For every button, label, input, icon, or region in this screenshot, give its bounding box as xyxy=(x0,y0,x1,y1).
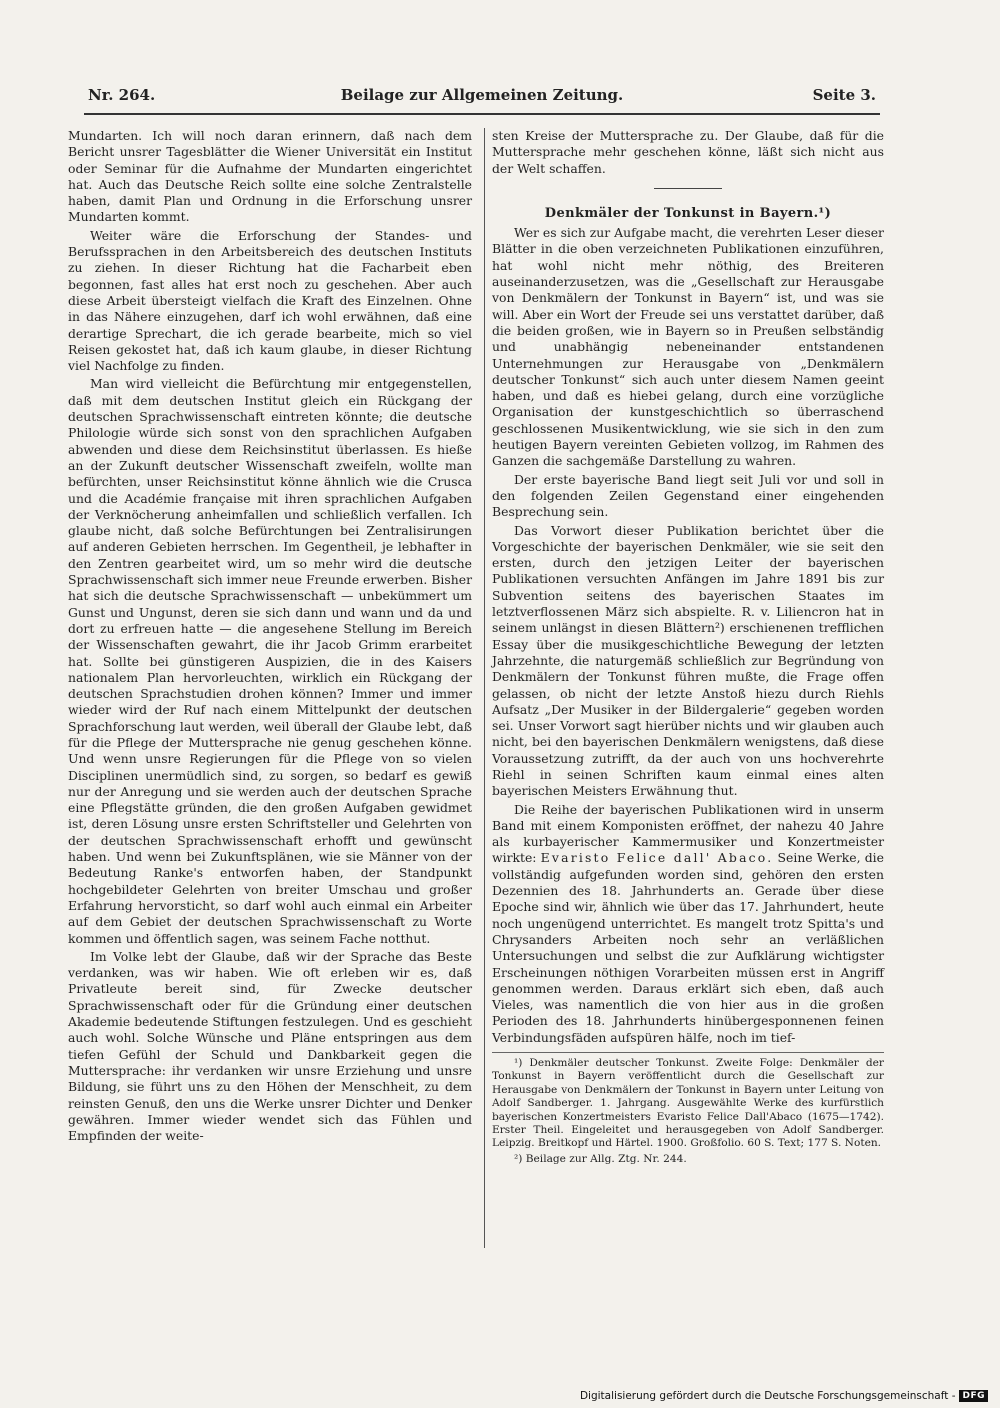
footnote: ²) Beilage zur Allg. Ztg. Nr. 244. xyxy=(514,1152,687,1165)
dfg-logo: DFG xyxy=(959,1390,988,1402)
paragraph xyxy=(492,802,884,1046)
composer-name: Evaristo Felice dall' Abaco. xyxy=(540,850,774,866)
footnotes xyxy=(492,1052,884,1166)
supplement-title: Beilage zur Allgemeinen Zeitung. xyxy=(340,86,624,104)
paragraph-continuation: sten Kreise der Muttersprache zu. Der Glaube, daß für die Muttersprache mehr geschehen könne, läßt sich nicht aus der Welt schaffen. xyxy=(492,128,884,176)
page-header xyxy=(88,86,876,110)
paragraph: Das Vorwort dieser Publikation berichtet über die Vorgeschichte der bayerischen Denkmäler, wie sie seit den ersten, durch den jetzigen Leiter der bayerischen Publikationen versuchten Anfängen im Jahre 1891 bis zur Subvention seitens des bayerischen Staates im letztverflossenen März sich abspielte. R. v. Liliencron hat in seinem unlängst in diesen Blättern²) erschienenen trefflichen Essay über die musikgeschichtliche Bewegung der letzten Jahrzehnte, die naturgemäß schließlich zur Begründung von Denkmälern der Tonkunst führen mußte, die Frage offen gelassen, ob nicht der letzte Anstoß hiezu durch Riehls Aufsatz „Der Musiker in der Bildergalerie“ gegeben worden sei. Unser Vorwort sagt hierüber nichts und wir glauben auch nicht, bei den bayerischen Denkmälern wenigstens, daß diese Voraussetzung zutrifft, da der auch von uns hochverehrte Riehl in seinen Schriften kaum einmal eines alten bayerischen Meisters Erwähnung thut. xyxy=(492,522,884,799)
page-number: Seite 3. xyxy=(812,86,876,104)
footnote: ¹) Denkmäler deutscher Tonkunst. Zweite Folge: Denkmäler der Tonkunst in Bayern veröffentlicht durch die Gesellschaft zur Herausgabe von Denkmälern der Tonkunst in Bayern unter Leitung von Adolf Sandberger. 1. Jahrgang. Ausgewählte Werke des kurfürstlich bayerischen Konzertmeisters Evaristo Felice Dall'Abaco (1675—1742). Erster Theil. Eingeleitet und herausgegeben von Adolf Sandberger. Leipzig. Breitkopf und Härtel. 1900. Großfolio. 60 S. Text; 177 S. Noten. xyxy=(492,1057,884,1150)
right-column xyxy=(492,128,884,1166)
digitization-footer xyxy=(580,1390,988,1402)
paragraph: Man wird vielleicht die Befürchtung mir entgegenstellen, daß mit dem deutschen Institut gleich ein Rückgang der deutschen Sprachwissenschaft eintreten könnte; die deutsche Philologie würde sich sonst von den sprachlichen Aufgaben abwenden und diese dem Reichsinstitut überlassen. Es hieße an der Zukunft deutscher Wissenschaft zweifeln, wollte man befürchten, unser Reichsinstitut könne ähnlich wie die Crusca und die Académie française mit ihren sprachlichen Aufgaben der Verknöcherung anheimfallen und schließlich verfallen. Ich glaube nicht, daß solche Befürchtungen bei Zentralisirungen auf anderen Gebieten herrschen. Im Gegentheil, je lebhafter in den Zentren gearbeitet wird, um so mehr wird die deutsche Sprachwissenschaft sich immer neue Freunde erwerben. Bisher hat sich die deutsche Sprachwissenschaft — unbekümmert um Gunst und Ungunst, deren sie sich dann und wann und da und dort zu erfreuen hatte — die angesehene Stellung im Bereich der Wissenschaften gewahrt, die ihr Jacob Grimm erarbeitet hat. Sollte bei günstigeren Auspizien, die in des Kaisers nationalem Plan hervorleuchten, wirklich ein Rückgang der deutschen Sprachstudien drohen können? Immer und immer wieder wird der Ruf nach einem Mittelpunkt der deutschen Sprachforschung laut werden, weil überall der Glaube lebt, daß für die Pflege der Muttersprache nie genug geschehen könne. Und wenn unsre Regierungen für die Pflege von so vielen Disciplinen unermüdlich sind, zu sorgen, so bedarf es gewiß nur der Anregung und sie werden auch der deutschen Sprache eine Pflegstätte gründen, die den großen Aufgaben gewidmet ist, deren Lösung unsre ersten Schriftsteller und Gelehrten von der deutschen Sprachwissenschaft erhofft und gewünscht haben. Und wenn bei Zukunftsplänen, wie sie Männer von der Bedeutung Ranke's entworfen haben, der Standpunkt hochgebildeter Gelehrten von breiter Umschau und großer Erfahrung hervorsticht, so darf wohl auch einmal ein Arbeiter auf dem Gebiet der deutschen Sprachwissenschaft zu Worte kommen und öffentlich sagen, was seinem Fache notthut. xyxy=(68,376,472,946)
paragraph: Weiter wäre die Erforschung der Standes- und Berufssprachen in den Arbeitsbereich des deutschen Instituts zu ziehen. In dieser Richtung hat die Facharbeit eben begonnen, fast alles hat erst noch zu geschehen. Aber auch diese Arbeit übersteigt vielfach die Kraft des Einzelnen. Ohne in das Nähere einzugehen, darf ich wohl erwähnen, daß eine derartige Sprechart, die ich gerade bearbeite, mich so viel Reisen gekostet hat, daß ich kaum glaube, in dieser Richtung viel Nachfolge zu finden. xyxy=(68,227,472,374)
paragraph: Der erste bayerische Band liegt seit Juli vor und soll in den folgenden Zeilen Gegenstand einer eingehenden Besprechung sein. xyxy=(492,471,884,520)
paragraph-text: Die Reihe der bayerischen Publikationen wird in unserm Band mit einem Komponisten eröffnet, der nahezu 40 Jahre als kurbayerischer Kammermusiker und Konzertmeister wirkte: xyxy=(492,801,884,866)
left-column xyxy=(68,128,472,1144)
column-divider xyxy=(484,128,485,1248)
article-title: Denkmäler der Tonkunst in Bayern.¹) xyxy=(544,205,832,221)
paragraph: Wer es sich zur Aufgabe macht, die verehrten Leser dieser Blätter in die oben verzeichneten Publikationen einzuführen, hat wohl nicht mehr nöthig, des Breiteren auseinanderzusetzen, was die „Gesellschaft zur Herausgabe von Denkmälern der Tonkunst in Bayern“ ist, und was sie will. Aber ein Wort der Freude sei uns verstattet darüber, daß die beiden großen, wie in Bayern so in Preußen selbständig und unabhängig nebeneinander entstandenen Unternehmungen zur Herausgabe von „Denkmälern deutscher Tonkunst“ sich auch unter diesem Namen geeint haben, und daß es hiebei gelang, durch eine vorzügliche Organisation der kunstgeschichtlich so überraschend geschlossenen Musikentwicklung, wie sie sich in den zum heutigen Bayern vereinten Gebieten vollzog, im Rahmen des Ganzen die sachgemäße Darstellung zu wahren. xyxy=(492,225,884,469)
header-rule xyxy=(84,113,880,115)
issue-number: Nr. 264. xyxy=(88,86,156,104)
paragraph: Im Volke lebt der Glaube, daß wir der Sprache das Beste verdanken, was wir haben. Wie oft erleben wir es, daß Privatleute bereit sind, für Zwecke deutscher Sprachwissenschaft oder für die Gründung einer deutschen Akademie bedeutende Stiftungen festzulegen. Und es geschieht auch wohl. Solche Wünsche und Pläne entspringen aus dem tiefen Gefühl der Schuld und Dankbarkeit gegen die Muttersprache: ihr verdanken wir unsre Erziehung und unsre Bildung, sie führt uns zu den Höhen der Menschheit, zu dem reinsten Genuß, den uns die Werke unsrer Dichter und Denker gewähren. Immer wieder wendet sich das Fühlen und Empfinden der weite- xyxy=(68,948,472,1144)
section-separator xyxy=(654,188,722,189)
paragraph: Mundarten. Ich will noch daran erinnern, daß nach dem Bericht unsrer Tagesblätter die Wiener Universität ein Institut oder Seminar für die Aufnahme der Mundarten eingerichtet hat. Auch das Deutsche Reich sollte eine solche Zentralstelle haben, damit Plan und Ordnung in die Erforschung unsrer Mundarten kommt. xyxy=(68,128,472,225)
footer-text: Digitalisierung gefördert durch die Deutsche Forschungsgemeinschaft - xyxy=(579,1390,956,1402)
paragraph-text: Seine Werke, die vollständig aufgefunden worden sind, gehören den ersten Dezennien des 18. Jahrhunderts an. Gerade über diese Epoche sind wir, ähnlich wie über das 17. Jahrhundert, heute noch ungenügend unterrichtet. Es mangelt trotz Spitta's und Chrysanders Arbeiten noch sehr an verläßlichen Untersuchungen und selbst die zur Aufklärung wichtigster Erscheinungen nöthigen Vorarbeiten müssen erst in Angriff genommen werden. Daraus erklärt sich eben, daß auch Vieles, was namentlich die von hier aus in die großen Perioden des 18. Jahrhunderts hinübergesponnenen feinen Verbindungsfäden aufspüren hälfe, noch im tief- xyxy=(492,850,884,1045)
